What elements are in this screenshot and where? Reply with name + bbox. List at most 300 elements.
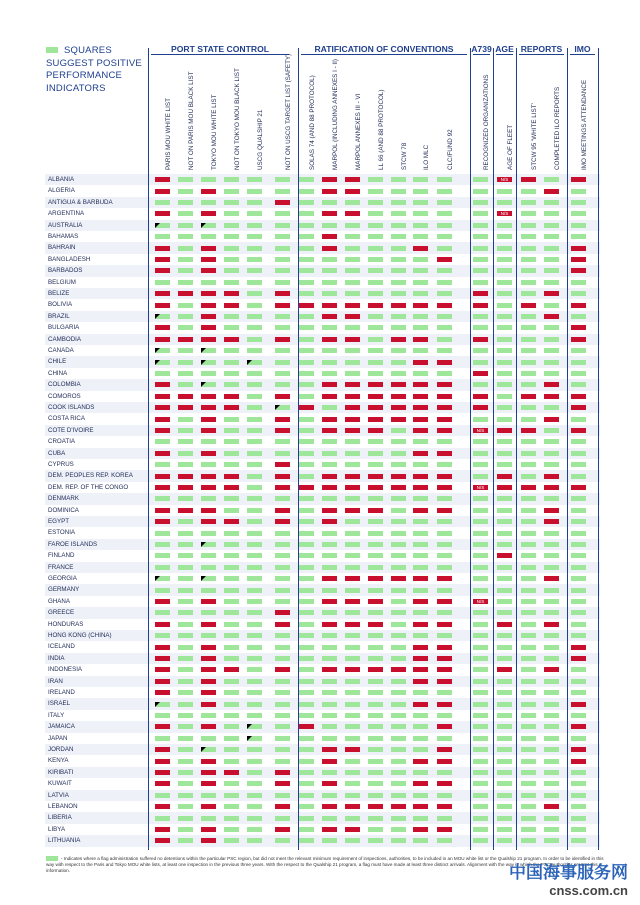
positive-indicator xyxy=(275,257,290,262)
group-divider xyxy=(567,48,568,850)
positive-indicator xyxy=(368,838,383,843)
negative-indicator xyxy=(322,382,337,387)
negative-indicator xyxy=(521,303,536,308)
positive-indicator xyxy=(368,656,383,661)
negative-indicator xyxy=(275,519,290,524)
positive-indicator xyxy=(521,496,536,501)
positive-indicator xyxy=(413,793,428,798)
positive-indicator xyxy=(544,211,559,216)
positive-indicator xyxy=(247,759,262,764)
positive-indicator xyxy=(178,781,193,786)
positive-indicator xyxy=(544,713,559,718)
positive-indicator xyxy=(299,770,314,775)
country-name: ALGERIA xyxy=(48,187,75,195)
positive-indicator xyxy=(299,200,314,205)
corner-flag-icon xyxy=(155,223,160,228)
positive-indicator xyxy=(275,724,290,729)
positive-indicator xyxy=(473,325,488,330)
positive-indicator xyxy=(497,394,512,399)
positive-indicator xyxy=(247,303,262,308)
negative-indicator xyxy=(571,645,586,650)
positive-indicator xyxy=(201,610,216,615)
positive-indicator xyxy=(391,633,406,638)
positive-indicator xyxy=(178,439,193,444)
positive-indicator xyxy=(391,816,406,821)
positive-indicator xyxy=(391,724,406,729)
positive-indicator xyxy=(437,633,452,638)
positive-indicator xyxy=(497,542,512,547)
positive-indicator xyxy=(413,280,428,285)
negative-indicator xyxy=(497,553,512,558)
negative-indicator xyxy=(345,508,360,513)
positive-indicator xyxy=(473,656,488,661)
positive-indicator xyxy=(275,838,290,843)
negative-indicator xyxy=(201,394,216,399)
negative-indicator xyxy=(345,303,360,308)
positive-indicator xyxy=(299,325,314,330)
positive-indicator xyxy=(437,211,452,216)
group-header: IMO xyxy=(574,44,591,54)
positive-indicator xyxy=(437,519,452,524)
positive-indicator xyxy=(224,371,239,376)
positive-indicator xyxy=(275,679,290,684)
positive-indicator xyxy=(275,759,290,764)
positive-indicator xyxy=(224,736,239,741)
positive-indicator xyxy=(521,200,536,205)
positive-indicator xyxy=(155,234,170,239)
negative-indicator xyxy=(155,804,170,809)
ns-indicator: N/S xyxy=(473,485,488,490)
country-name: LIBYA xyxy=(48,825,66,833)
positive-indicator xyxy=(178,303,193,308)
positive-indicator xyxy=(391,656,406,661)
positive-indicator xyxy=(437,565,452,570)
positive-indicator xyxy=(345,565,360,570)
negative-indicator xyxy=(201,405,216,410)
negative-indicator xyxy=(155,337,170,342)
positive-indicator xyxy=(178,838,193,843)
positive-indicator xyxy=(521,542,536,547)
positive-indicator xyxy=(275,747,290,752)
negative-indicator xyxy=(275,485,290,490)
positive-indicator xyxy=(299,257,314,262)
positive-indicator xyxy=(178,793,193,798)
positive-indicator xyxy=(201,371,216,376)
positive-indicator xyxy=(299,656,314,661)
positive-indicator xyxy=(391,610,406,615)
positive-indicator xyxy=(178,519,193,524)
positive-indicator xyxy=(521,531,536,536)
negative-indicator xyxy=(275,417,290,422)
positive-indicator xyxy=(224,759,239,764)
positive-indicator xyxy=(345,770,360,775)
positive-indicator xyxy=(224,713,239,718)
negative-indicator xyxy=(201,211,216,216)
positive-indicator xyxy=(224,827,239,832)
positive-indicator xyxy=(178,314,193,319)
positive-indicator xyxy=(413,816,428,821)
watermark xyxy=(509,858,628,898)
country-name: CROATIA xyxy=(48,438,76,446)
negative-indicator xyxy=(155,417,170,422)
positive-indicator xyxy=(247,291,262,296)
positive-indicator xyxy=(391,234,406,239)
negative-indicator xyxy=(201,656,216,661)
positive-indicator xyxy=(473,610,488,615)
positive-indicator xyxy=(437,713,452,718)
positive-indicator xyxy=(224,804,239,809)
positive-indicator xyxy=(473,462,488,467)
negative-indicator xyxy=(571,246,586,251)
positive-indicator xyxy=(368,827,383,832)
negative-indicator xyxy=(322,781,337,786)
positive-indicator xyxy=(413,268,428,273)
negative-indicator xyxy=(437,827,452,832)
positive-indicator xyxy=(391,542,406,547)
negative-indicator xyxy=(275,781,290,786)
positive-indicator xyxy=(322,736,337,741)
positive-indicator xyxy=(155,439,170,444)
positive-indicator xyxy=(473,223,488,228)
positive-indicator xyxy=(571,553,586,558)
negative-indicator xyxy=(437,474,452,479)
negative-indicator xyxy=(368,405,383,410)
positive-indicator xyxy=(345,553,360,558)
positive-indicator xyxy=(345,542,360,547)
positive-indicator xyxy=(299,553,314,558)
negative-indicator xyxy=(571,257,586,262)
negative-indicator xyxy=(521,428,536,433)
negative-indicator xyxy=(413,405,428,410)
positive-indicator xyxy=(368,747,383,752)
negative-indicator xyxy=(275,622,290,627)
country-name: COMOROS xyxy=(48,392,81,400)
negative-indicator xyxy=(201,428,216,433)
negative-indicator xyxy=(275,462,290,467)
positive-indicator xyxy=(247,496,262,501)
positive-indicator xyxy=(413,211,428,216)
negative-indicator xyxy=(299,724,314,729)
positive-indicator xyxy=(391,348,406,353)
positive-indicator xyxy=(437,816,452,821)
positive-indicator xyxy=(437,542,452,547)
positive-indicator xyxy=(224,610,239,615)
positive-indicator xyxy=(413,724,428,729)
positive-indicator xyxy=(521,257,536,262)
positive-indicator xyxy=(345,633,360,638)
negative-indicator xyxy=(201,645,216,650)
positive-indicator xyxy=(437,371,452,376)
positive-indicator xyxy=(571,690,586,695)
positive-indicator xyxy=(275,576,290,581)
positive-indicator xyxy=(521,793,536,798)
positive-indicator xyxy=(155,496,170,501)
legend xyxy=(46,45,151,95)
negative-indicator xyxy=(201,838,216,843)
negative-indicator xyxy=(437,360,452,365)
negative-indicator xyxy=(155,485,170,490)
country-name: KUWAIT xyxy=(48,780,72,788)
group-divider xyxy=(298,48,299,850)
positive-indicator xyxy=(497,679,512,684)
positive-indicator xyxy=(345,246,360,251)
positive-indicator xyxy=(299,234,314,239)
group-divider xyxy=(470,48,471,850)
positive-indicator xyxy=(275,542,290,547)
positive-indicator xyxy=(247,519,262,524)
negative-indicator xyxy=(322,804,337,809)
positive-indicator xyxy=(345,234,360,239)
country-name: GHANA xyxy=(48,597,71,605)
positive-indicator xyxy=(247,713,262,718)
positive-indicator xyxy=(473,382,488,387)
positive-indicator xyxy=(368,553,383,558)
negative-indicator xyxy=(155,599,170,604)
negative-indicator xyxy=(413,382,428,387)
positive-indicator xyxy=(521,417,536,422)
positive-indicator xyxy=(544,736,559,741)
positive-indicator xyxy=(224,508,239,513)
positive-indicator xyxy=(413,610,428,615)
positive-indicator xyxy=(521,656,536,661)
positive-indicator xyxy=(571,838,586,843)
negative-indicator xyxy=(322,314,337,319)
positive-indicator xyxy=(275,371,290,376)
positive-indicator xyxy=(571,291,586,296)
negative-indicator xyxy=(155,508,170,513)
positive-indicator xyxy=(473,667,488,672)
positive-indicator xyxy=(544,565,559,570)
column-header: PARIS MOU WHITE LIST xyxy=(165,98,172,170)
positive-indicator xyxy=(247,781,262,786)
positive-indicator xyxy=(247,816,262,821)
positive-indicator xyxy=(391,211,406,216)
negative-indicator xyxy=(345,405,360,410)
positive-indicator xyxy=(201,713,216,718)
positive-indicator xyxy=(521,246,536,251)
positive-indicator xyxy=(473,417,488,422)
negative-indicator xyxy=(275,508,290,513)
positive-indicator xyxy=(224,348,239,353)
footnote-swatch xyxy=(46,856,58,861)
positive-indicator xyxy=(368,189,383,194)
negative-indicator xyxy=(437,405,452,410)
positive-indicator xyxy=(322,462,337,467)
positive-indicator xyxy=(437,736,452,741)
negative-indicator xyxy=(437,394,452,399)
positive-indicator xyxy=(437,325,452,330)
positive-indicator xyxy=(275,382,290,387)
positive-indicator xyxy=(571,189,586,194)
negative-indicator xyxy=(322,246,337,251)
positive-indicator xyxy=(571,462,586,467)
negative-indicator xyxy=(345,211,360,216)
positive-indicator xyxy=(275,553,290,558)
corner-flag-icon xyxy=(201,542,206,547)
positive-indicator xyxy=(178,177,193,182)
positive-indicator xyxy=(497,234,512,239)
positive-indicator xyxy=(155,793,170,798)
negative-indicator xyxy=(201,291,216,296)
positive-indicator xyxy=(275,588,290,593)
negative-indicator xyxy=(437,759,452,764)
positive-indicator xyxy=(571,348,586,353)
positive-indicator xyxy=(368,531,383,536)
positive-indicator xyxy=(247,747,262,752)
positive-indicator xyxy=(299,360,314,365)
positive-indicator xyxy=(155,200,170,205)
positive-indicator xyxy=(497,645,512,650)
positive-indicator xyxy=(521,588,536,593)
positive-indicator xyxy=(391,189,406,194)
positive-indicator xyxy=(299,348,314,353)
positive-indicator xyxy=(299,451,314,456)
positive-indicator xyxy=(571,451,586,456)
negative-indicator xyxy=(437,679,452,684)
positive-indicator xyxy=(413,325,428,330)
group-header: AGE xyxy=(495,44,514,54)
positive-indicator xyxy=(299,702,314,707)
positive-indicator xyxy=(247,622,262,627)
negative-indicator xyxy=(497,622,512,627)
positive-indicator xyxy=(299,816,314,821)
positive-indicator xyxy=(497,804,512,809)
positive-indicator xyxy=(247,485,262,490)
positive-indicator xyxy=(544,781,559,786)
negative-indicator xyxy=(544,394,559,399)
positive-indicator xyxy=(497,713,512,718)
positive-indicator xyxy=(473,679,488,684)
positive-indicator xyxy=(368,702,383,707)
negative-indicator xyxy=(201,667,216,672)
negative-indicator xyxy=(275,394,290,399)
positive-indicator xyxy=(497,382,512,387)
positive-indicator xyxy=(224,439,239,444)
positive-indicator xyxy=(497,827,512,832)
positive-indicator xyxy=(391,827,406,832)
positive-indicator xyxy=(345,451,360,456)
corner-flag-icon xyxy=(201,360,206,365)
positive-indicator xyxy=(201,280,216,285)
positive-indicator xyxy=(178,816,193,821)
country-name: DEM. PEOPLES REP. KOREA xyxy=(48,472,133,480)
positive-indicator xyxy=(497,314,512,319)
positive-indicator xyxy=(497,793,512,798)
positive-indicator xyxy=(473,793,488,798)
negative-indicator xyxy=(155,622,170,627)
positive-indicator xyxy=(437,280,452,285)
positive-indicator xyxy=(247,576,262,581)
negative-indicator xyxy=(413,702,428,707)
positive-indicator xyxy=(413,223,428,228)
negative-indicator xyxy=(413,759,428,764)
positive-indicator xyxy=(275,793,290,798)
positive-indicator xyxy=(391,496,406,501)
positive-indicator xyxy=(299,633,314,638)
positive-indicator xyxy=(521,211,536,216)
negative-indicator xyxy=(571,177,586,182)
positive-indicator xyxy=(544,553,559,558)
positive-indicator xyxy=(368,633,383,638)
positive-indicator xyxy=(178,268,193,273)
positive-indicator xyxy=(473,565,488,570)
positive-indicator xyxy=(275,177,290,182)
positive-indicator xyxy=(345,200,360,205)
country-name: COSTA RICA xyxy=(48,415,86,423)
negative-indicator xyxy=(201,189,216,194)
positive-indicator xyxy=(413,439,428,444)
negative-indicator xyxy=(437,576,452,581)
positive-indicator xyxy=(275,451,290,456)
positive-indicator xyxy=(178,599,193,604)
column-header: IMO MEETINGS ATTENDANCE xyxy=(581,79,588,170)
positive-indicator xyxy=(155,542,170,547)
positive-indicator xyxy=(322,565,337,570)
positive-indicator xyxy=(521,576,536,581)
group-header: RATIFICATION OF CONVENTIONS xyxy=(314,44,454,54)
positive-indicator xyxy=(299,565,314,570)
positive-indicator xyxy=(473,759,488,764)
positive-indicator xyxy=(345,793,360,798)
positive-indicator xyxy=(391,257,406,262)
negative-indicator xyxy=(155,291,170,296)
positive-indicator xyxy=(391,759,406,764)
negative-indicator xyxy=(437,257,452,262)
negative-indicator xyxy=(521,177,536,182)
negative-indicator xyxy=(571,268,586,273)
positive-indicator xyxy=(473,781,488,786)
positive-indicator xyxy=(571,519,586,524)
group-underline xyxy=(151,54,289,55)
positive-indicator xyxy=(497,189,512,194)
corner-flag-icon xyxy=(247,724,252,729)
positive-indicator xyxy=(571,713,586,718)
positive-indicator xyxy=(521,724,536,729)
positive-indicator xyxy=(345,759,360,764)
positive-indicator xyxy=(345,838,360,843)
positive-indicator xyxy=(544,177,559,182)
positive-indicator xyxy=(437,690,452,695)
negative-indicator xyxy=(322,667,337,672)
positive-indicator xyxy=(275,189,290,194)
positive-indicator xyxy=(413,177,428,182)
positive-indicator xyxy=(299,189,314,194)
negative-indicator xyxy=(391,303,406,308)
negative-indicator xyxy=(201,325,216,330)
country-name: CUBA xyxy=(48,449,66,457)
negative-indicator xyxy=(155,781,170,786)
positive-indicator xyxy=(247,553,262,558)
column-header: TOKYO MOU WHITE LIST xyxy=(211,94,218,170)
positive-indicator xyxy=(322,223,337,228)
positive-indicator xyxy=(571,200,586,205)
negative-indicator xyxy=(571,303,586,308)
positive-indicator xyxy=(437,553,452,558)
negative-indicator xyxy=(413,508,428,513)
positive-indicator xyxy=(473,177,488,182)
positive-indicator xyxy=(473,474,488,479)
negative-indicator xyxy=(413,679,428,684)
positive-indicator xyxy=(544,531,559,536)
positive-indicator xyxy=(368,736,383,741)
positive-indicator xyxy=(368,280,383,285)
positive-indicator xyxy=(368,519,383,524)
positive-indicator xyxy=(571,417,586,422)
positive-indicator xyxy=(201,553,216,558)
positive-indicator xyxy=(368,360,383,365)
negative-indicator xyxy=(413,337,428,342)
negative-indicator xyxy=(275,428,290,433)
